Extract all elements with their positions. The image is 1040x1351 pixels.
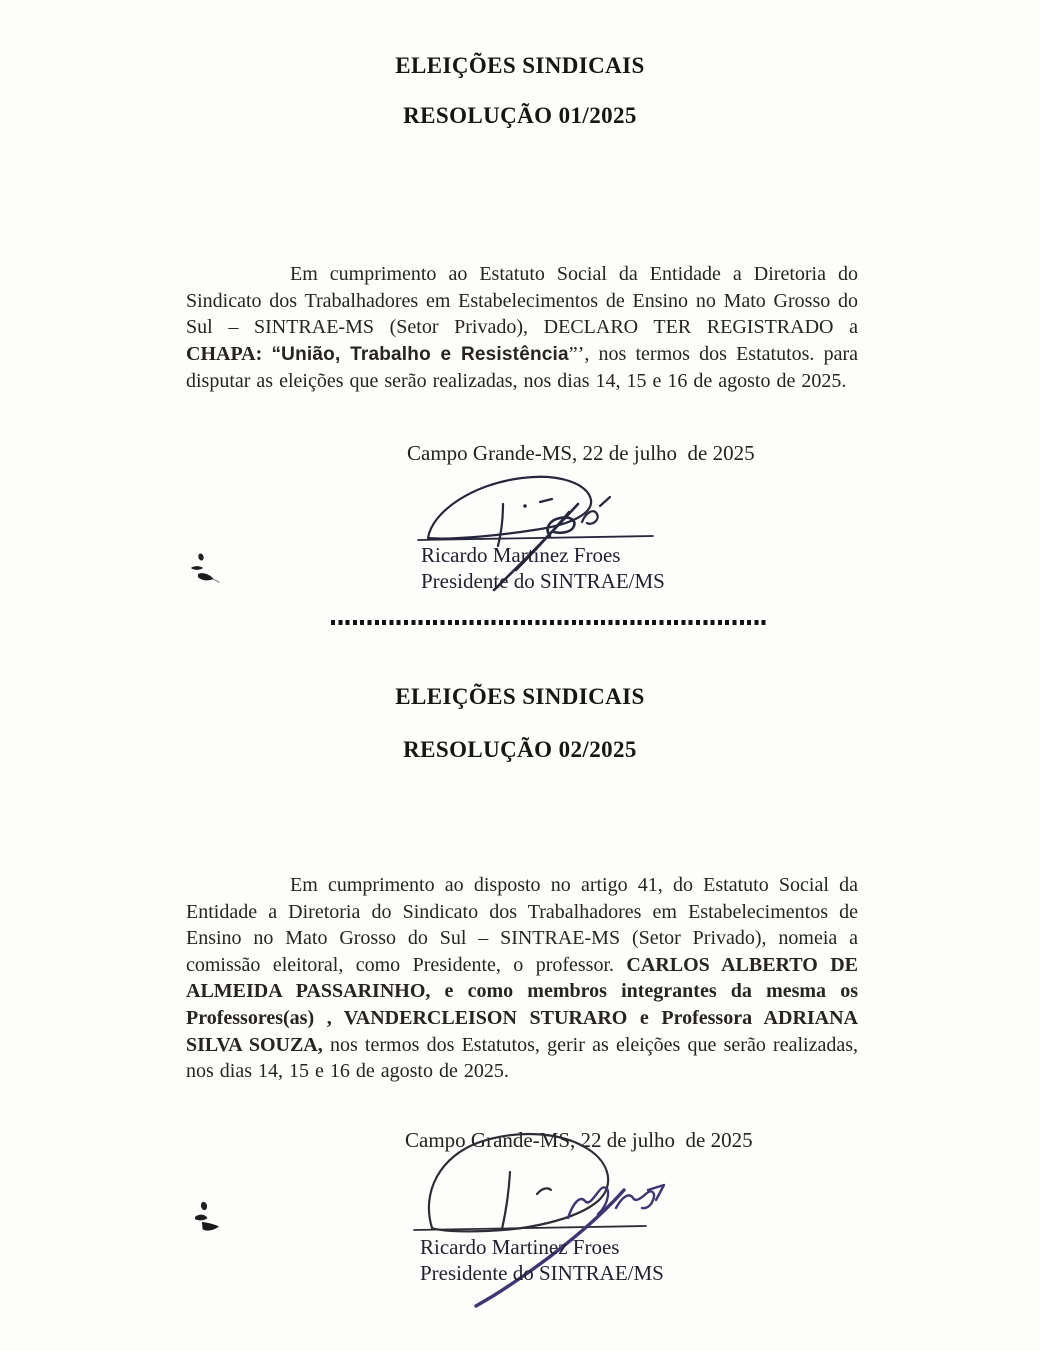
section2-dateline: Campo Grande-MS, 22 de julho de 2025	[405, 1128, 753, 1152]
section1-title: ELEIÇÕES SINDICAIS	[395, 53, 645, 78]
paragraph-text: nos termos dos Estatutos, gerir as eleições que serão realizadas, nos dias 14, 15 e 16 de agosto de 2025.	[186, 1033, 858, 1083]
signature-block	[421, 542, 665, 594]
commission-names: CARLOS ALBERTO DE ALMEIDA PASSARINHO, e como membros integrantes da mesma os Professores(as) , VANDERCLEISON STURARO e Professora ADRIANA SILVA SOUZA,	[186, 953, 858, 1056]
signatory-name: Ricardo Martinez Froes	[421, 543, 621, 567]
paragraph-text: ”’, nos termos dos Estatutos. para disputar as eleições que serão realizadas, nos dias 14, 15 e 16 de agosto de 2025.	[186, 342, 859, 393]
section2-paragraph	[186, 872, 858, 1085]
signatory-role: Presidente do SINTRAE/MS	[420, 1261, 664, 1285]
chapa-label: CHAPA:	[186, 342, 272, 365]
section1-subtitle: RESOLUÇÃO 01/2025	[403, 103, 637, 128]
chapa-name: “União, Trabalho e Resistência	[271, 343, 569, 365]
paragraph-text: Em cumprimento ao disposto no artigo 41, do Estatuto Social da Entidade a Diretoria do Sindicato dos Trabalhadores em Estabelecimentos de Ensino no Mato Grosso do Sul – SINTRAE-MS (Setor Privado), nomeia a comissão eleitoral, como Presidente, o professor.	[186, 874, 858, 976]
section2-subtitle: RESOLUÇÃO 02/2025	[403, 737, 637, 762]
signatory-role: Presidente do SINTRAE/MS	[421, 569, 665, 593]
dotted-divider	[331, 620, 767, 625]
section1-paragraph	[186, 261, 858, 395]
section2-title: ELEIÇÕES SINDICAIS	[395, 684, 645, 709]
section1-dateline: Campo Grande-MS, 22 de julho de 2025	[407, 441, 755, 465]
signatory-name: Ricardo Martinez Froes	[420, 1235, 620, 1259]
ink-blot-mark	[192, 1194, 237, 1239]
ink-blot-mark	[188, 548, 228, 588]
signature-block	[420, 1234, 664, 1286]
paragraph-text: Em cumprimento ao Estatuto Social da Entidade a Diretoria do Sindicato dos Trabalhadores em Estabelecimentos de Ensino no Mato Grosso do Sul – SINTRAE-MS (Setor Privado), DECLARO TER REGISTRADO a	[186, 263, 858, 339]
